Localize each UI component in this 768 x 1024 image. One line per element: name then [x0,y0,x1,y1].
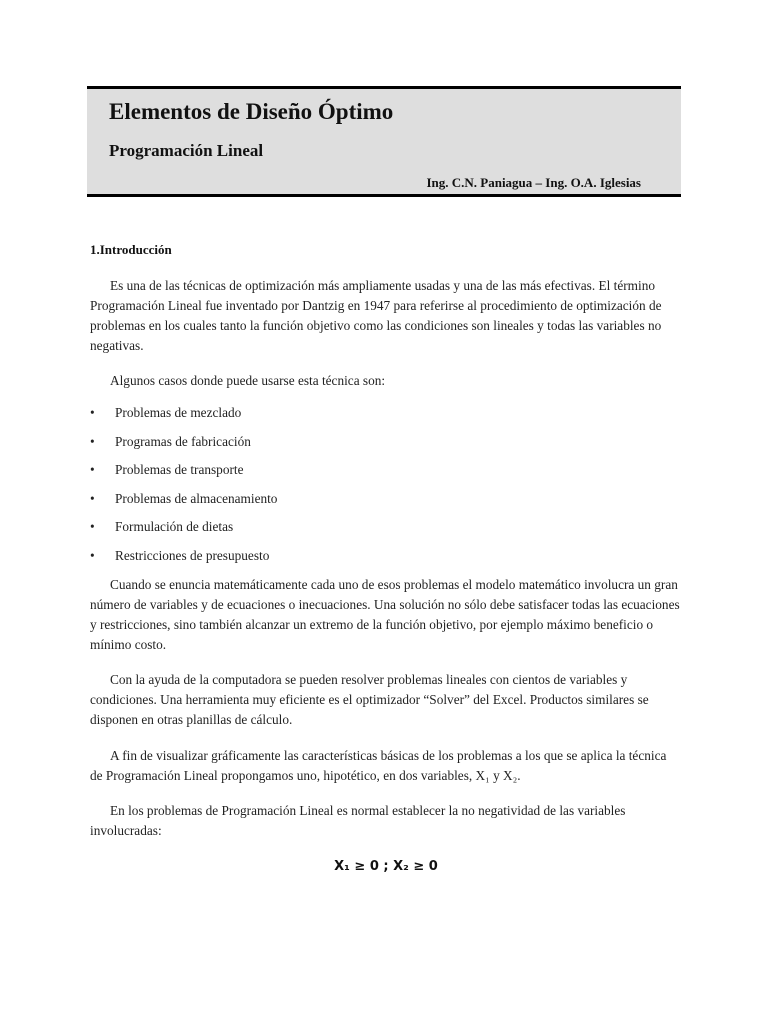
list-item [90,513,682,542]
section-heading: 1.Introducción [90,242,172,257]
paragraph-computer: Con la ayuda de la computadora se pueden resolver problemas lineales con cientos de variables y condiciones. Una herramienta muy eficiente es el optimizador “Solver” del Excel. Productos similares se disponen en otras planillas de cálculo. [90,671,649,727]
paragraph-graphical: A fin de visualizar gráficamente las características básicas de los problemas a los que se aplica la técnica de Programación Lineal propongamos uno, hipotético, en dos variables, X₁ y X₂. [90,747,667,783]
document-header [87,86,681,197]
bullet-icon: • [90,462,95,478]
list-item-label: Restricciones de presupuesto [115,547,270,563]
document-authors: Ing. C.N. Paniagua – Ing. O.A. Iglesias [426,175,641,190]
list-item [90,485,682,514]
paragraph-model: Cuando se enuncia matemáticamente cada uno de esos problemas el modelo matemático involucra un gran número de variables y de ecuaciones o inecuaciones. Una solución no sólo debe satisfacer todas las ecuaciones y restricciones, sino también alcanzar un extremo de la función objetivo, por ejemplo máximo beneficio o mínimo costo. [90,576,680,652]
list-item-label: Problemas de mezclado [115,405,242,420]
bullet-icon: • [90,405,95,420]
list-item-label: Programas de fabricación [115,433,251,449]
bullet-icon: • [90,519,95,535]
bullet-icon: • [90,490,95,506]
paragraph-cases-intro: Algunos casos donde puede usarse esta técnica son: [110,373,386,388]
list-item [90,428,682,457]
bullet-icon: • [90,547,95,563]
paragraph-intro: Es una de las técnicas de optimización más ampliamente usadas y una de las más efectivas. El término Programación Lineal fue inventado por Dantzig en 1947 para referirse al procedimiento de optimización de problemas en los cuales tanto la función objetivo como las condiciones son lineales y todas las variables no negativas. [90,278,662,353]
cases-list [90,399,682,571]
list-item [90,399,682,428]
bullet-icon: • [90,433,95,449]
list-item [90,542,682,571]
document-subtitle: Programación Lineal [109,141,264,160]
document-title: Elementos de Diseño Óptimo [109,99,394,124]
document-body [90,240,682,877]
list-item-label: Problemas de almacenamiento [115,490,278,506]
non-negativity-formula: X₁ ≥ 0 ; X₂ ≥ 0 [334,858,438,874]
paragraph-non-negativity: En los problemas de Programación Lineal es normal establecer la no negatividad de las variables involucradas: [90,802,626,838]
list-item-label: Problemas de transporte [115,462,244,478]
list-item-label: Formulación de dietas [115,519,234,535]
list-item [90,456,682,485]
